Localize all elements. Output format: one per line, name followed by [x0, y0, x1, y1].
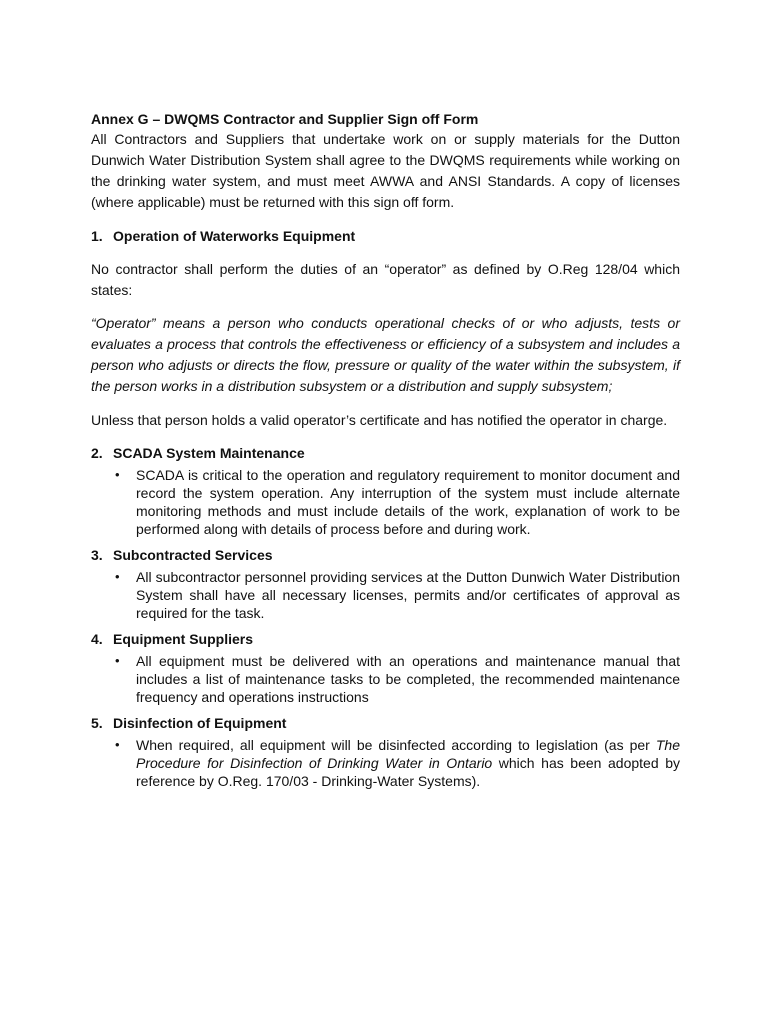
section-4-title: Equipment Suppliers	[113, 631, 254, 647]
section-4-bullet-text: All equipment must be delivered with an operations and maintenance manual that includes a list of maintenance tasks to be completed, the recommended maintenance frequency and operations instructions	[136, 653, 680, 705]
operator-definition-quote: “Operator” means a person who conducts operational checks of or who adjusts, tests or evaluates a process that controls the effectiveness or efficiency of a subsystem and includes a person who adjusts or directs the flow, pressure or quality of the water within the subsystem, if the person works in a distribution subsystem or a distribution and supply subsystem;	[91, 315, 680, 394]
bullet-icon: •	[115, 569, 120, 584]
section-2-number: 2.	[91, 445, 103, 461]
section-5-bullet	[91, 736, 680, 790]
procedure-document-title: The Procedure for Disinfection of Drinking Water in Ontario	[136, 737, 680, 771]
section-3-number: 3.	[91, 547, 103, 563]
section-4	[91, 629, 680, 706]
section-2-bullet	[91, 466, 680, 538]
document-page	[91, 109, 680, 790]
section-2	[91, 443, 680, 538]
section-5-heading	[91, 713, 680, 733]
section-5-bullet-text-before: When required, all equipment will be disinfected according to legislation (as per	[136, 737, 656, 753]
section-1-heading	[91, 226, 680, 246]
section-1-title: Operation of Waterworks Equipment	[113, 228, 356, 244]
section-5-bullet-text-after: which has been adopted by reference by O.Reg. 170/03 - Drinking-Water Systems).	[136, 755, 680, 789]
section-1-closing-paragraph: Unless that person holds a valid operator’s certificate and has notified the operator in charge.	[91, 412, 668, 428]
section-4-bullet	[91, 652, 680, 706]
section-4-heading	[91, 629, 680, 649]
document-title: Annex G – DWQMS Contractor and Supplier Sign off Form	[91, 111, 479, 127]
section-1-paragraph: No contractor shall perform the duties of an “operator” as defined by O.Reg 128/04 which states:	[91, 261, 680, 298]
section-2-title: SCADA System Maintenance	[113, 445, 305, 461]
section-3	[91, 545, 680, 622]
section-3-heading	[91, 545, 680, 565]
section-5-number: 5.	[91, 715, 103, 731]
section-3-bullet	[91, 568, 680, 622]
section-2-bullet-text: SCADA is critical to the operation and regulatory requirement to monitor document and record the system operation. Any interruption of the system must include alternate monitoring methods and must include details of the work, explanation of work to be performed along with details of process before and during work.	[136, 467, 680, 537]
section-4-number: 4.	[91, 631, 103, 647]
section-5	[91, 713, 680, 790]
bullet-icon: •	[115, 467, 120, 482]
section-2-heading	[91, 443, 680, 463]
section-3-title: Subcontracted Services	[113, 547, 273, 563]
intro-paragraph: All Contractors and Suppliers that undertake work on or supply materials for the Dutton Dunwich Water Distribution System shall agree to the DWQMS requirements while working on the drinking water system, and must meet AWWA and ANSI Standards. A copy of licenses (where applicable) must be returned with this sign off form.	[91, 131, 680, 210]
section-5-title: Disinfection of Equipment	[113, 715, 287, 731]
section-1	[91, 226, 680, 431]
section-3-bullet-text: All subcontractor personnel providing services at the Dutton Dunwich Water Distribution System shall have all necessary licenses, permits and/or certificates of approval as required for the task.	[136, 569, 680, 621]
bullet-icon: •	[115, 737, 120, 752]
bullet-icon: •	[115, 653, 120, 668]
section-1-number: 1.	[91, 228, 103, 244]
